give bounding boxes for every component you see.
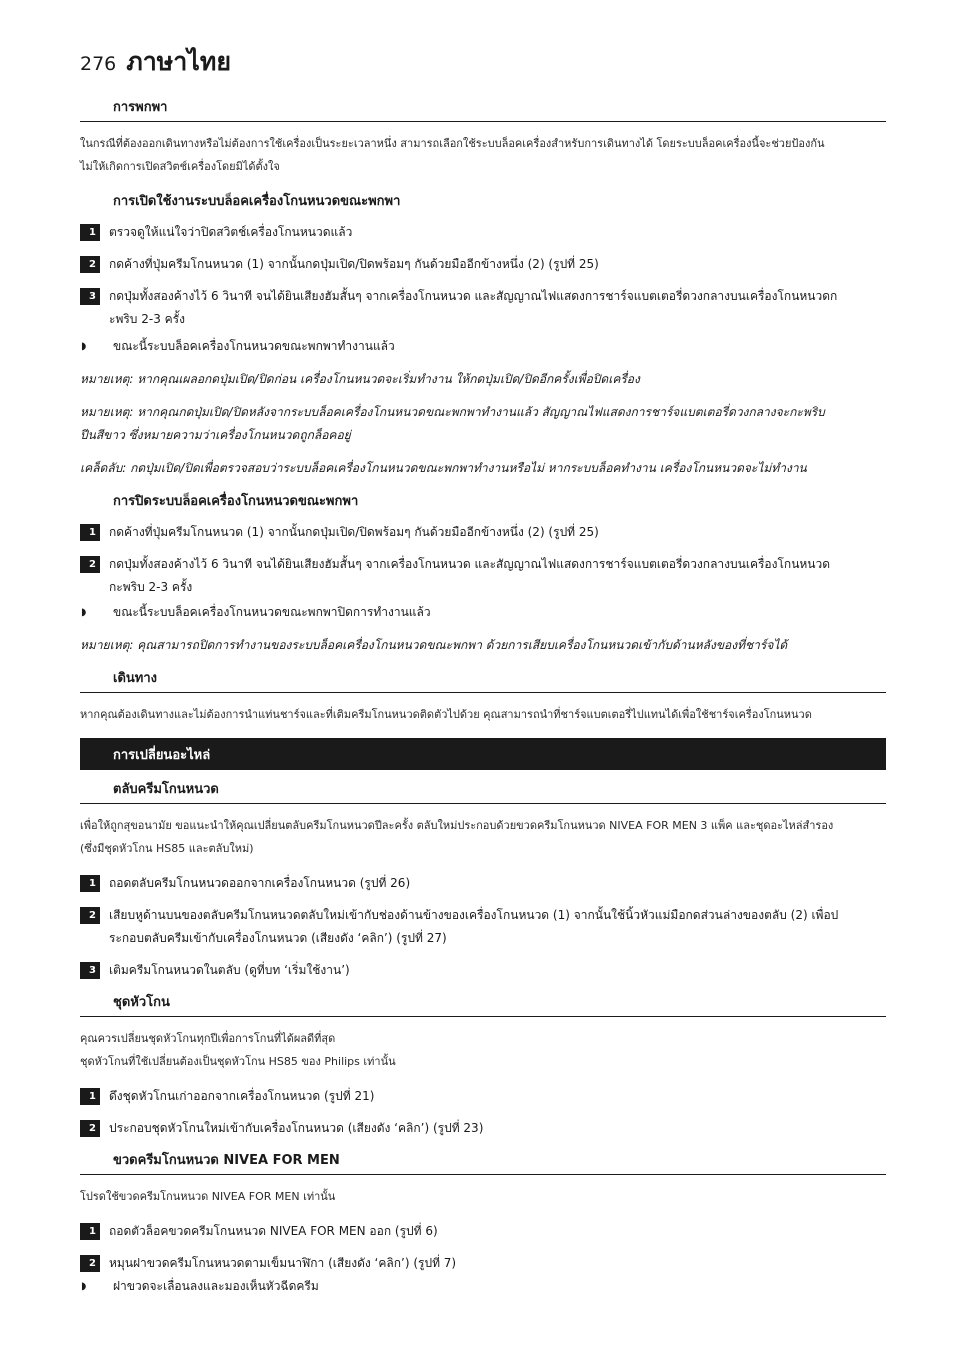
step-item bbox=[80, 1117, 886, 1140]
step-number-badge: 2 bbox=[80, 907, 100, 924]
step-item bbox=[80, 221, 886, 244]
step-number-badge: 1 bbox=[80, 1088, 100, 1105]
step-text bbox=[100, 521, 599, 544]
step-line: กดปุ่มทั้งสองค้างไว้ 6 วินาที จนได้ยินเสียงฮัมสั้นๆ จากเครื่องโกนหนวด และสัญญาณไฟแสดงการชาร์จแบตเตอรี่ดวงกลางบนเครื่องโกนหนวดก bbox=[109, 289, 838, 303]
step-number-badge: 3 bbox=[80, 288, 100, 305]
section-heading-trip: เดินทาง bbox=[80, 667, 886, 693]
step-number-badge: 2 bbox=[80, 1255, 100, 1272]
step-line: ประกอบชุดหัวโกนใหม่เข้ากับเครื่องโกนหนวด (เสียงดัง ‘คลิก’) (รูปที่ 23) bbox=[109, 1121, 484, 1135]
step-number-badge: 1 bbox=[80, 875, 100, 892]
section-heading-shaving-heads: ชุดหัวโกน bbox=[80, 991, 886, 1017]
step-text bbox=[100, 1220, 438, 1243]
step-number-badge: 3 bbox=[80, 962, 100, 979]
step-line: ถอดตัวล็อคขวดครีมโกนหนวด NIVEA FOR MEN ออก (รูปที่ 6) bbox=[109, 1224, 438, 1238]
step-text bbox=[100, 1085, 374, 1108]
step-item bbox=[80, 1085, 886, 1108]
note-line: ปีนสีขาว ซึ่งหมายความว่าเครื่องโกนหนวดถูกล็อคอยู่ bbox=[80, 428, 351, 442]
paragraph-line: เพื่อให้ถูกสุขอนามัย ขอแนะนำให้คุณเปลี่ยนตลับครีมโกนหนวดปีละครั้ง ตลับใหม่ประกอบด้วยขวดครีมโกนหนวด NIVEA FOR MEN 3 แพ็ค และชุดอะไหล่สำรอง bbox=[80, 819, 834, 832]
note bbox=[80, 368, 886, 391]
page-number: 276 bbox=[80, 53, 117, 75]
step-text bbox=[100, 1252, 456, 1275]
note bbox=[80, 401, 886, 447]
paragraph-line: ในกรณีที่ต้องออกเดินทางหรือไม่ต้องการใช้เครื่องเป็นระยะเวลาหนึ่ง สามารถเลือกใช้ระบบล็อคเครื่องสำหรับการเดินทางได้ โดยระบบล็อคเครื่องนี้จะช่วยป้องกัน bbox=[80, 137, 825, 150]
note bbox=[80, 634, 886, 657]
paragraph-line: คุณควรเปลี่ยนชุดหัวโกนทุกปีเพื่อการโกนที่ได้ผลดีที่สุด bbox=[80, 1032, 336, 1045]
paragraph-line: โปรดใช้ขวดครีมโกนหนวด NIVEA FOR MEN เท่านั้น bbox=[80, 1190, 336, 1203]
step-number-badge: 2 bbox=[80, 1120, 100, 1137]
step-text bbox=[100, 872, 410, 895]
step-item bbox=[80, 872, 886, 895]
step-line: กะพริบ 2-3 ครั้ง bbox=[109, 580, 193, 594]
bottle-intro bbox=[80, 1185, 886, 1208]
step-text bbox=[100, 904, 838, 950]
section-heading-replacement: การเปลี่ยนอะไหล่ bbox=[80, 738, 886, 770]
step-item bbox=[80, 553, 886, 599]
step-number-badge: 1 bbox=[80, 224, 100, 241]
step-line: ตรวจดูให้แน่ใจว่าปิดสวิตช์เครื่องโกนหนวดแล้ว bbox=[109, 225, 353, 239]
page-title: ภาษาไทย bbox=[126, 47, 232, 76]
step-line: ถอดตลับครีมโกนหนวดออกจากเครื่องโกนหนวด (รูปที่ 26) bbox=[109, 876, 411, 890]
step-number-badge: 2 bbox=[80, 256, 100, 273]
step-item bbox=[80, 285, 886, 331]
step-text bbox=[100, 1117, 483, 1140]
step-text bbox=[100, 553, 830, 599]
step-item bbox=[80, 1252, 886, 1275]
bullet-icon: ◗ bbox=[81, 607, 87, 618]
step-line: หมุนฝาขวดครีมโกนหนวดตามเข็มนาฬิกา (เสียงดัง ‘คลิก’) (รูปที่ 7) bbox=[109, 1256, 457, 1270]
step-item bbox=[80, 253, 886, 276]
step-line: กดค้างที่ปุ่มครีมโกนหนวด (1) จากนั้นกดปุ่มเปิด/ปิดพร้อมๆ กันด้วยมืออีกข้างหนึ่ง (2) (รูปที่ 25) bbox=[109, 525, 599, 539]
step-number-badge: 2 bbox=[80, 556, 100, 573]
cartridge-intro bbox=[80, 814, 886, 860]
subheading-activate-lock: การเปิดใช้งานระบบล็อคเครื่องโกนหนวดขณะพกพา bbox=[113, 194, 401, 209]
step-item bbox=[80, 904, 886, 950]
section-heading-cartridge: ตลับครีมโกนหนวด bbox=[80, 778, 886, 804]
trip-text bbox=[80, 703, 886, 726]
step-line: ดึงชุดหัวโกนเก่าออกจากเครื่องโกนหนวด (รูปที่ 21) bbox=[109, 1089, 375, 1103]
step-text bbox=[100, 959, 350, 982]
heads-intro bbox=[80, 1027, 886, 1073]
tip bbox=[80, 457, 886, 480]
step-number-badge: 1 bbox=[80, 1223, 100, 1240]
travel-intro bbox=[80, 132, 886, 178]
step-item bbox=[80, 959, 886, 982]
note-line: หมายเหตุ: หากคุณกดปุ่มเปิด/ปิดหลังจากระบบล็อคเครื่องโกนหนวดขณะพกพาทำงานแล้ว สัญญาณไฟแสดงการชาร์จแบตเตอรี่ดวงกลางจะกะพริบ bbox=[80, 405, 825, 419]
note-line: หมายเหตุ: หากคุณเผลอกดปุ่มเปิด/ปิดก่อน เครื่องโกนหนวดจะเริ่มทำงาน ให้กดปุ่มเปิด/ปิดอีกครั้งเพื่อปิดเครื่อง bbox=[80, 372, 640, 386]
section-heading-cream-bottle: ขวดครีมโกนหนวด NIVEA FOR MEN bbox=[80, 1149, 886, 1175]
paragraph-line: ไม่ให้เกิดการเปิดสวิตช์เครื่องโดยมิได้ตั้งใจ bbox=[80, 160, 280, 173]
bullet-icon: ◗ bbox=[81, 341, 87, 352]
step-text bbox=[100, 221, 352, 244]
step-line: เติมครีมโกนหนวดในตลับ (ดูที่บท ‘เริ่มใช้งาน’) bbox=[109, 963, 350, 977]
section-heading-travel: การพกพา bbox=[80, 96, 886, 122]
step-line: ระกอบตลับครีมเข้ากับเครื่องโกนหนวด (เสียงดัง ‘คลิก’) (รูปที่ 27) bbox=[109, 931, 447, 945]
bullet-icon: ◗ bbox=[81, 1281, 87, 1292]
paragraph-line: หากคุณต้องเดินทางและไม่ต้องการนำแท่นชาร์จและที่เติมครีมโกนหนวดติดตัวไปด้วย คุณสามารถนำที่ชาร์จแบตเตอรี่ไปแทนได้เพื่อใช้ชาร์จเครื่องโกนหนวด bbox=[80, 708, 812, 721]
step-line: กดค้างที่ปุ่มครีมโกนหนวด (1) จากนั้นกดปุ่มเปิด/ปิดพร้อมๆ กันด้วยมืออีกข้างหนึ่ง (2) (รูปที่ 25) bbox=[109, 257, 599, 271]
bullet-text: ขณะนี้ระบบล็อคเครื่องโกนหนวดขณะพกพาปิดการทำงานแล้ว bbox=[113, 605, 431, 619]
step-line: เสียบหูด้านบนของตลับครีมโกนหนวดตลับใหม่เข้ากับช่องด้านข้างของเครื่องโกนหนวด (1) จากนั้นใช้นิ้วหัวแม่มือกดส่วนล่างของตลับ (2) เพื่อป bbox=[109, 908, 839, 922]
step-text bbox=[100, 253, 599, 276]
page-header bbox=[80, 42, 231, 82]
content bbox=[80, 96, 886, 1308]
bullet-text: ขณะนี้ระบบล็อคเครื่องโกนหนวดขณะพกพาทำงานแล้ว bbox=[113, 339, 395, 353]
bullet-text: ฝาขวดจะเลื่อนลงและมองเห็นหัวฉีดครีม bbox=[113, 1279, 319, 1293]
result-bullet bbox=[80, 335, 886, 358]
subheading-deactivate-lock: การปิดระบบล็อคเครื่องโกนหนวดขณะพกพา bbox=[113, 494, 359, 509]
step-number-badge: 1 bbox=[80, 524, 100, 541]
result-bullet bbox=[80, 1275, 886, 1298]
step-item bbox=[80, 1220, 886, 1243]
paragraph-line: ชุดหัวโกนที่ใช้เปลี่ยนต้องเป็นชุดหัวโกน HS85 ของ Philips เท่านั้น bbox=[80, 1055, 396, 1068]
step-line: ะพริบ 2-3 ครั้ง bbox=[109, 312, 185, 326]
result-bullet bbox=[80, 601, 886, 624]
note-line: หมายเหตุ: คุณสามารถปิดการทำงานของระบบล็อคเครื่องโกนหนวดขณะพกพา ด้วยการเสียบเครื่องโกนหนวดเข้ากับด้านหลังของที่ชาร์จได้ bbox=[80, 638, 788, 652]
step-line: กดปุ่มทั้งสองค้างไว้ 6 วินาที จนได้ยินเสียงฮัมสั้นๆ จากเครื่องโกนหนวด และสัญญาณไฟแสดงการชาร์จแบตเตอรี่ดวงกลางบนเครื่องโกนหนวด bbox=[109, 557, 831, 571]
note-line: เคล็ดลับ: กดปุ่มเปิด/ปิดเพื่อตรวจสอบว่าระบบล็อคเครื่องโกนหนวดขณะพกพาทำงานหรือไม่ หากระบบล็อคทำงาน เครื่องโกนหนวดจะไม่ทำงาน bbox=[80, 461, 807, 475]
step-text bbox=[100, 285, 837, 331]
paragraph-line: (ซึ่งมีชุดหัวโกน HS85 และตลับใหม่) bbox=[80, 842, 254, 855]
step-item bbox=[80, 521, 886, 544]
